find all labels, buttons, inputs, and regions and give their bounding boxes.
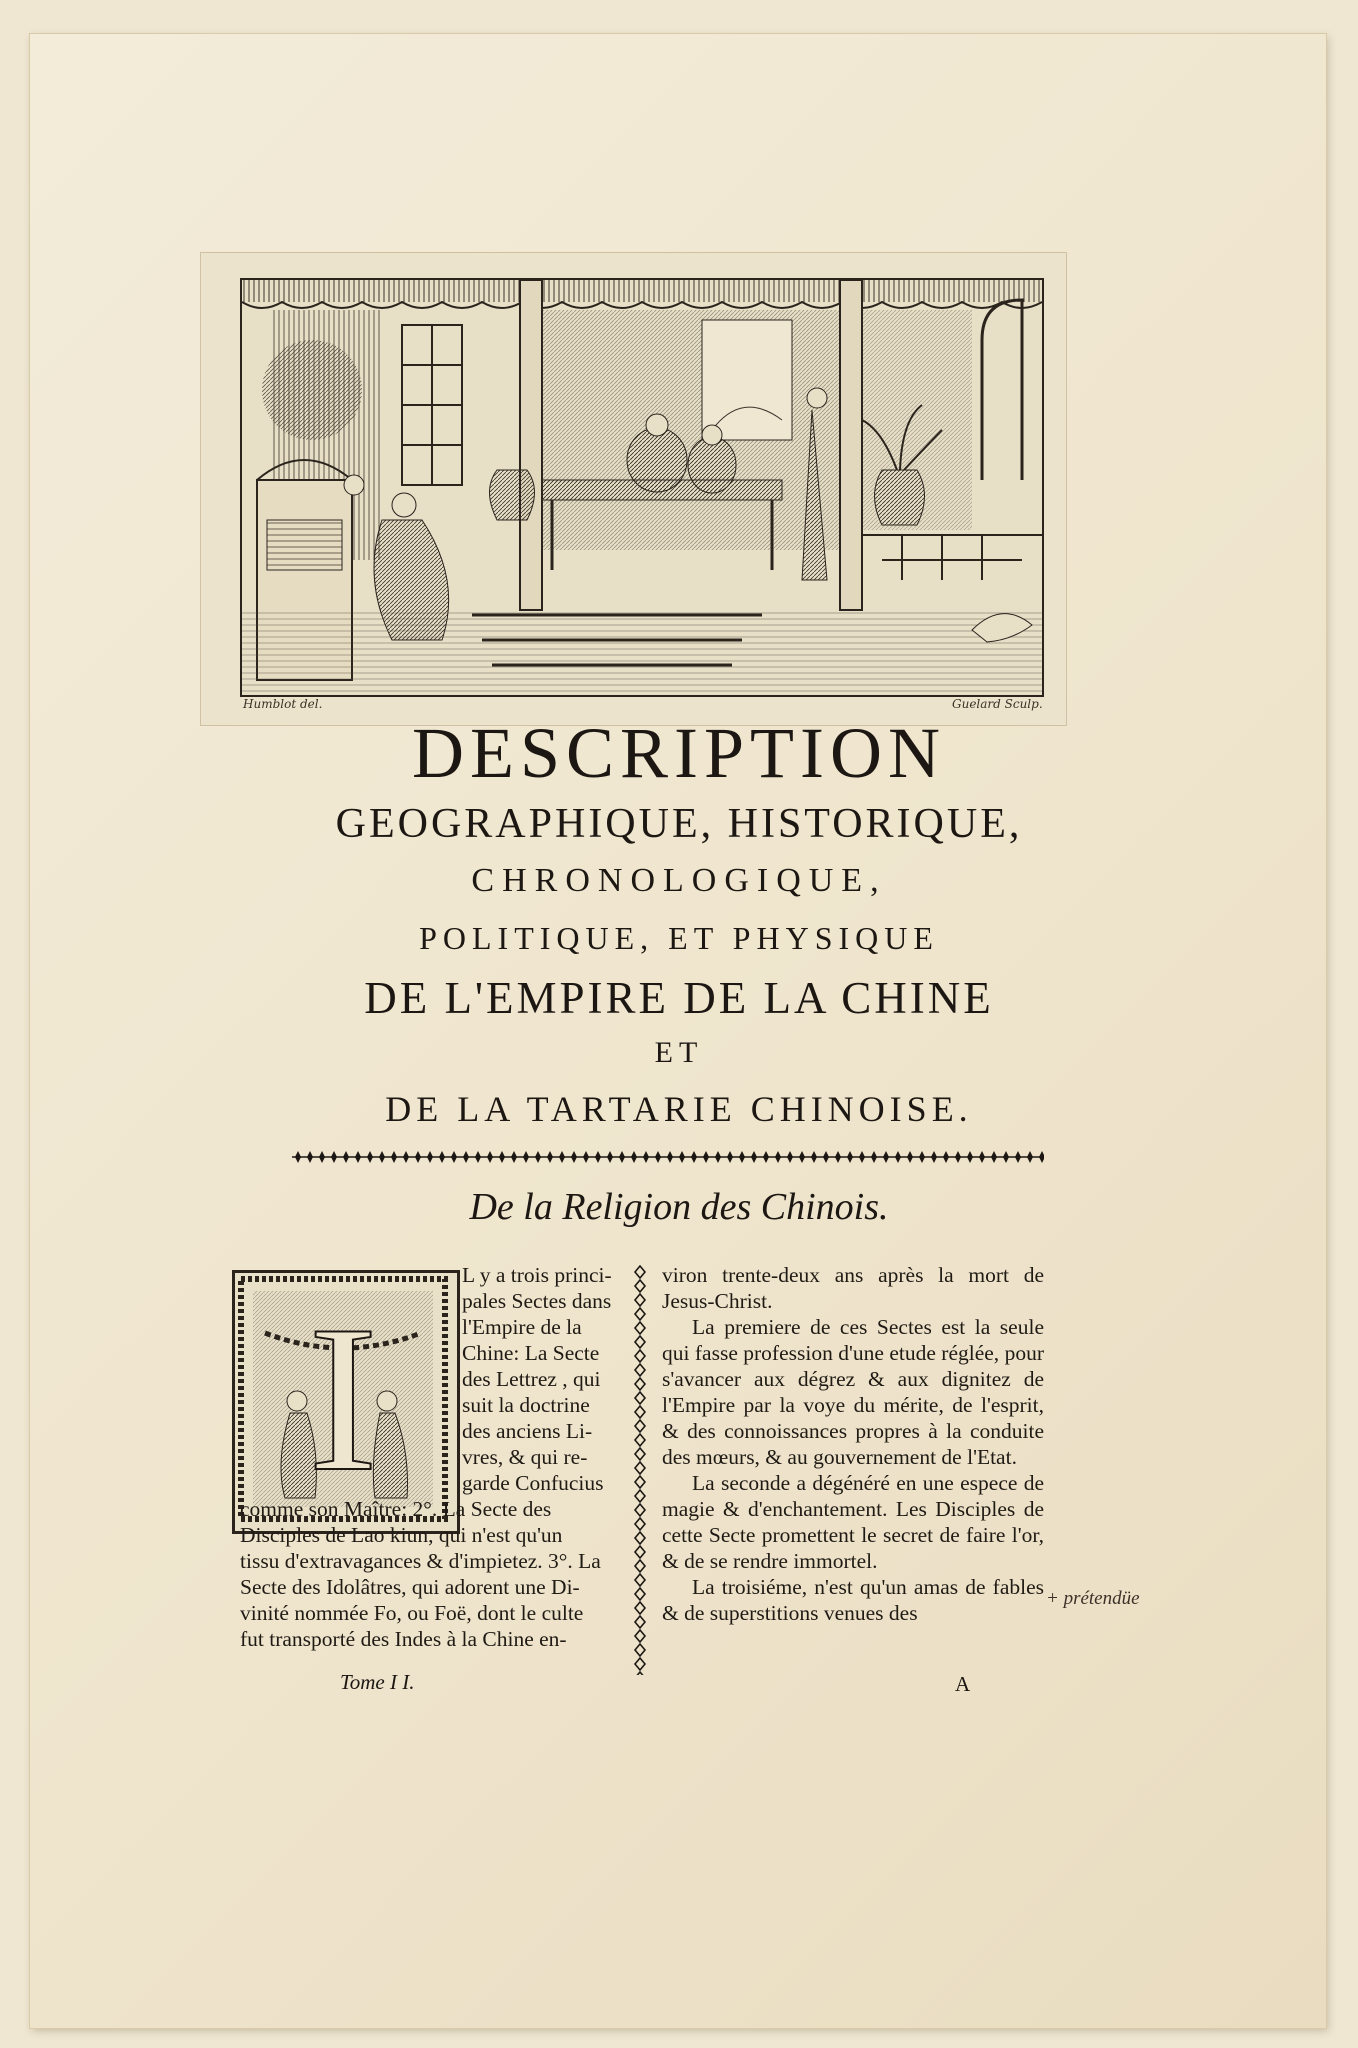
title-geographique: GEOGRAPHIQUE, HISTORIQUE, bbox=[335, 801, 1023, 847]
text-line: Disciples de Lao kiun, qui n'est qu'un bbox=[240, 1523, 563, 1547]
right-column bbox=[662, 1262, 1044, 1626]
column-separator bbox=[632, 1265, 648, 1675]
paragraph: viron trente-deux ans après la mort de Jesus-Christ. bbox=[662, 1263, 1044, 1313]
text-line: vinité nommée Fo, ou Foë, dont le culte bbox=[240, 1601, 584, 1625]
text-line: fut transporté des Indes à la Chine en- bbox=[240, 1627, 567, 1651]
title-chronologique: CHRONOLOGIQUE, bbox=[471, 862, 887, 899]
title-politique: POLITIQUE, ET PHYSIQUE bbox=[419, 920, 939, 956]
text-line: Secte des Idolâtres, qui adorent une Di- bbox=[240, 1575, 580, 1599]
engraver-credit: Guelard Sculp. bbox=[952, 697, 1043, 711]
title-tartarie: DE LA TARTARIE CHINOISE. bbox=[385, 1089, 973, 1129]
ornamental-divider bbox=[292, 1150, 1044, 1164]
title-empire-chine: DE L'EMPIRE DE LA CHINE bbox=[364, 973, 994, 1023]
text-line: des anciens Li- bbox=[462, 1419, 593, 1443]
drop-cap-letter: I bbox=[308, 1283, 378, 1515]
text-line: l'Empire de la bbox=[462, 1315, 582, 1339]
left-column-top bbox=[462, 1262, 632, 1496]
paragraph: La premiere de ces Sectes est la seule qui fasse profession d'une etude réglée, pour s'avancer aux dégrez & aux dignitez de l'Empire par la voye du mérite, de l'esprit, & des connoissances propres à la conduite des mœurs, & au gouvernement de l'Etat. bbox=[662, 1315, 1044, 1469]
text-line: des Lettrez , qui bbox=[462, 1367, 601, 1391]
pavilion-scene-illustration bbox=[242, 280, 1042, 695]
text-line: comme son Maître: 2°. La Secte des bbox=[240, 1497, 552, 1521]
title-et: ET bbox=[654, 1036, 704, 1069]
text-line: Chine: La Secte bbox=[462, 1341, 600, 1365]
section-heading: De la Religion des Chinois. bbox=[469, 1186, 889, 1228]
gathering-signature: A bbox=[955, 1672, 971, 1696]
text-line: vres, & qui re- bbox=[462, 1445, 588, 1469]
paragraph: La seconde a dégénéré en une espece de magie & d'enchantement. Les Disciples de cette Secte promettent le secret de faire l'or, & de se rendre immortel. bbox=[662, 1471, 1044, 1573]
artist-credit: Humblot del. bbox=[243, 697, 323, 711]
volume-signature: Tome I I. bbox=[340, 1670, 415, 1694]
text-line: tissu d'extravagances & d'impietez. 3°. La bbox=[240, 1549, 601, 1573]
left-column-bottom bbox=[240, 1496, 632, 1652]
headpiece-engraving bbox=[240, 278, 1044, 697]
handwritten-margin-note: + prétendüe bbox=[1046, 1588, 1140, 1609]
decorated-initial bbox=[232, 1270, 460, 1534]
text-line: L y a trois princi- bbox=[462, 1263, 612, 1287]
paragraph: La troisiéme, n'est qu'un amas de fables & de superstitions venues des bbox=[662, 1575, 1044, 1625]
text-line: suit la doctrine bbox=[462, 1393, 590, 1417]
text-line: pales Sectes dans bbox=[462, 1289, 612, 1313]
title-description: DESCRIPTION bbox=[411, 713, 947, 793]
text-line: garde Confucius bbox=[462, 1471, 604, 1495]
